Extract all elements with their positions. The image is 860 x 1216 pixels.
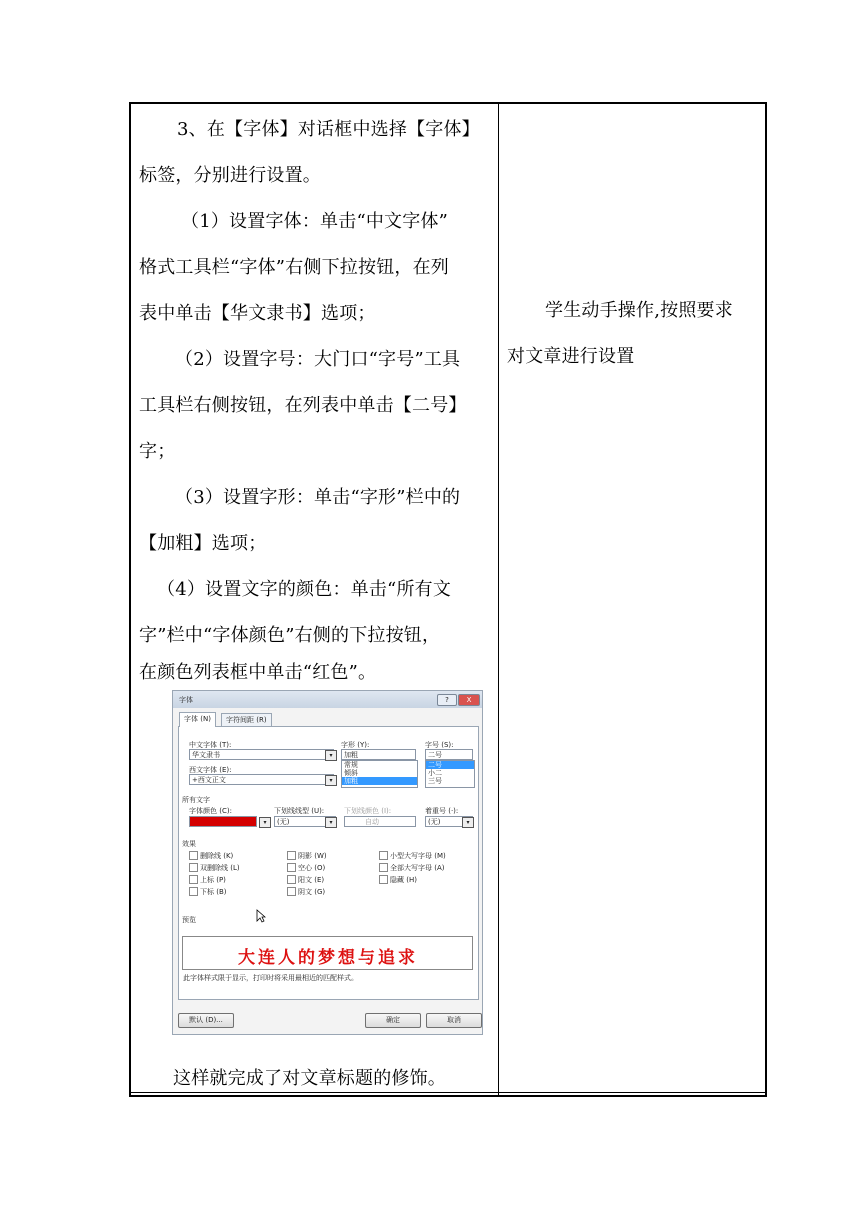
text-line: 对文章进行设置 — [507, 346, 635, 367]
text-line: 标签，分别进行设置。 — [139, 165, 321, 186]
preview-box — [182, 936, 473, 970]
style-label: 字形 (Y): — [341, 741, 370, 749]
checkbox[interactable] — [287, 887, 296, 896]
column-divider — [498, 104, 499, 1095]
checkbox[interactable] — [379, 863, 388, 872]
text-line: 3、在【字体】对话框中选择【字体】 — [177, 119, 480, 140]
list-item[interactable]: 三号 — [428, 777, 442, 785]
underline-label: 下划线线型 (U): — [274, 807, 325, 815]
preview-note: 此字体样式限于显示，打印时将采用最相近的匹配样式。 — [183, 974, 358, 982]
text-line: 字”栏中“字体颜色”右侧的下拉按钮， — [139, 625, 441, 646]
font-dialog-screenshot — [172, 690, 483, 1035]
list-item[interactable]: 倾斜 — [344, 769, 358, 777]
checkbox[interactable] — [379, 875, 388, 884]
chevron-down-icon[interactable]: ▾ — [462, 817, 474, 828]
text-line: 工具栏右侧按钮，在列表中单击【二号】 — [139, 395, 467, 416]
close-button[interactable]: X — [458, 694, 480, 706]
checkbox[interactable] — [189, 863, 198, 872]
tab-font[interactable]: 字体 (N) — [179, 712, 216, 727]
size-field[interactable]: 二号 — [425, 749, 473, 760]
cursor-icon — [256, 909, 266, 923]
underline-color-field: 自动 — [344, 816, 416, 827]
underline-color-label: 下划线颜色 (I): — [344, 807, 392, 815]
list-item[interactable]: 小二 — [428, 769, 442, 777]
checkbox[interactable] — [287, 875, 296, 884]
font-color-swatch[interactable] — [189, 816, 257, 827]
text-line: 学生动手操作,按照要求 — [545, 300, 733, 321]
effect-label: 阴影 (W) — [298, 852, 327, 860]
checkbox[interactable] — [189, 851, 198, 860]
effect-label: 上标 (P) — [200, 876, 226, 884]
closing-line: 这样就完成了对文章标题的修饰。 — [173, 1068, 446, 1089]
chinese-font-field[interactable]: 华文隶书 — [189, 749, 334, 760]
text-line: （1）设置字体：单击“中文字体” — [181, 211, 449, 232]
text-line: （2）设置字号：大门口“字号”工具 — [175, 349, 461, 370]
help-button[interactable]: ? — [437, 694, 457, 706]
preview-label: 预览 — [182, 916, 196, 924]
size-label: 字号 (S): — [425, 741, 454, 749]
checkbox[interactable] — [189, 875, 198, 884]
effect-label: 删除线 (K) — [200, 852, 234, 860]
text-line: （4）设置文字的颜色：单击“所有文 — [157, 579, 452, 600]
effect-label: 下标 (B) — [200, 888, 227, 896]
effect-label: 空心 (O) — [298, 864, 326, 872]
cancel-button[interactable]: 取消 — [426, 1013, 482, 1028]
emphasis-label: 着重号 (·): — [425, 807, 459, 815]
list-item[interactable]: 加粗 — [342, 777, 417, 785]
list-item[interactable]: 常规 — [344, 761, 358, 769]
size-list[interactable] — [425, 760, 475, 788]
effect-label: 全部大写字母 (A) — [390, 864, 445, 872]
font-color-label: 字体颜色 (C): — [189, 807, 232, 815]
effect-label: 隐藏 (H) — [390, 876, 417, 884]
effect-label: 阴文 (G) — [298, 888, 326, 896]
list-item[interactable]: 二号 — [426, 761, 474, 769]
western-font-label: 西文字体 (E): — [189, 766, 232, 774]
effects-label: 效果 — [182, 840, 196, 848]
chevron-down-icon[interactable]: ▾ — [325, 817, 337, 828]
text-line: 在颜色列表框中单击“红色”。 — [139, 662, 377, 683]
chevron-down-icon[interactable]: ▾ — [325, 750, 337, 761]
checkbox[interactable] — [379, 851, 388, 860]
tab-char-spacing[interactable]: 字符间距 (R) — [221, 713, 272, 727]
preview-text: 大连人的梦想与追求 — [238, 948, 418, 968]
text-line: 表中单击【华文隶书】选项； — [139, 303, 376, 324]
dialog-title: 字体 — [179, 696, 193, 704]
chinese-font-label: 中文字体 (T): — [189, 741, 232, 749]
western-font-field[interactable]: +西文正文 — [189, 774, 334, 785]
checkbox[interactable] — [189, 887, 198, 896]
checkbox[interactable] — [287, 863, 296, 872]
chevron-down-icon[interactable]: ▾ — [259, 817, 271, 828]
lesson-table — [129, 102, 767, 1097]
effect-label: 小型大写字母 (M) — [390, 852, 446, 860]
effect-label: 双删除线 (L) — [200, 864, 240, 872]
underline-field[interactable]: (无) — [274, 816, 336, 827]
all-text-label: 所有文字 — [182, 796, 210, 804]
style-field[interactable]: 加粗 — [341, 749, 416, 760]
effect-label: 阳文 (E) — [298, 876, 325, 884]
dialog-titlebar — [173, 691, 482, 708]
style-list[interactable] — [341, 760, 418, 788]
text-line: 字； — [139, 441, 176, 462]
text-line: 格式工具栏“字体”右侧下拉按钮，在列 — [139, 257, 450, 278]
chevron-down-icon[interactable]: ▾ — [325, 775, 337, 786]
text-line: 【加粗】选项； — [139, 533, 267, 554]
emphasis-field[interactable]: (无) — [425, 816, 473, 827]
default-button[interactable]: 默认 (D)... — [178, 1013, 234, 1028]
ok-button[interactable]: 确定 — [365, 1013, 421, 1028]
checkbox[interactable] — [287, 851, 296, 860]
text-line: （3）设置字形：单击“字形”栏中的 — [175, 487, 461, 508]
